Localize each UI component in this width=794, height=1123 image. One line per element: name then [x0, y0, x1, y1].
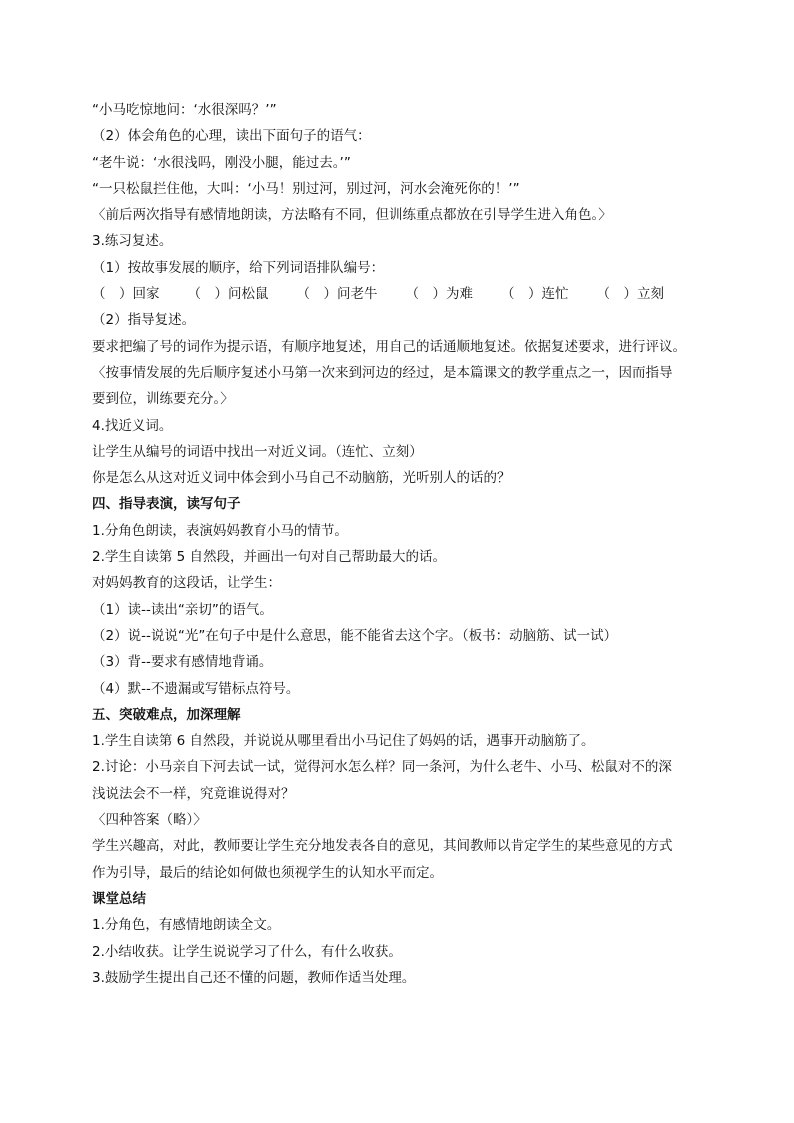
- text-line: 要求把编了号的词作为提示语，有顺序地复述，用自己的话通顺地复述。依据复述要求，进行评议。: [92, 338, 686, 355]
- section-heading-5: 五、突破难点，加深理解: [92, 706, 241, 723]
- ordering-blanks: [92, 281, 712, 307]
- text-line: 让学生从编号的词语中找出一对近义词。（连忙、立刻）: [92, 443, 423, 460]
- text-line: 4.找近义词。: [92, 417, 173, 434]
- text-line: 3.鼓励学生提出自己还不懂的问题，教师作适当处理。: [92, 969, 416, 986]
- text-line: 〈按事情发展的先后顺序复述小马第一次来到河边的经过，是本篇课文的教学重点之一，因而指导: [92, 364, 673, 381]
- blank-item-lianmang: （ ）连忙: [501, 286, 569, 303]
- text-line: “老牛说：‘水很浅吗，刚没小腿，能过去。’”: [92, 154, 351, 171]
- text-line: 2.讨论：小马亲自下河去试一试，觉得河水怎么样？同一条河，为什么老牛、小马、松鼠对不的深: [92, 759, 672, 776]
- text-line: 作为引导，最后的结论如何做也须视学生的认知水平而定。: [92, 864, 443, 881]
- text-line: （2）体会角色的心理，读出下面句子的语气：: [92, 128, 371, 145]
- document-body: [92, 97, 712, 991]
- text-line: “小马吃惊地问：‘水很深吗？’”: [92, 102, 277, 118]
- text-line: 对妈妈教育的这段话，让学生：: [92, 575, 281, 592]
- text-line: 3.练习复述。: [92, 233, 173, 250]
- text-line: （1）读--读出“亲切”的语气。: [92, 601, 273, 618]
- text-line: 1.学生自读第 6 自然段，并说说从哪里看出小马记住了妈妈的话，遇事开动脑筋了。: [92, 733, 595, 750]
- text-line: 2.学生自读第 5 自然段，并画出一句对自己帮助最大的话。: [92, 549, 447, 566]
- text-line: 〈四种答案（略）〉: [92, 812, 207, 829]
- text-line: 浅说法会不一样，究竟谁说得对？: [92, 785, 295, 802]
- text-line: 你是怎么从这对近义词中体会到小马自己不动脑筋，光听别人的话的？: [92, 470, 511, 487]
- section-heading-summary: 课堂总结: [92, 890, 146, 907]
- blank-item-wenlaoniu: （ ）问老牛: [296, 286, 378, 303]
- text-line: 1.分角色，有感情地朗读全文。: [92, 917, 281, 934]
- blank-item-like: （ ）立刻: [596, 286, 664, 303]
- blank-item-huijia: （ ）回家: [92, 286, 160, 303]
- section-heading-4: 四、指导表演，读写句子: [92, 496, 241, 513]
- blank-item-wensongshu: （ ）问松鼠: [187, 286, 269, 303]
- text-line: “一只松鼠拦住他，大叫：‘小马！别过河，别过河，河水会淹死你的！’”: [92, 180, 520, 197]
- text-line: 学生兴趣高，对此，教师要让学生充分地发表各自的意见，其间教师以肯定学生的某些意见的方式: [92, 838, 673, 855]
- text-line: （1）按故事发展的顺序，给下列词语排队编号：: [92, 259, 385, 276]
- text-line: （4）默--不遗漏或写错标点符号。: [92, 680, 300, 697]
- text-line: 2.小结收获。让学生说说学习了什么，有什么收获。: [92, 943, 402, 960]
- text-line: 1.分角色朗读，表演妈妈教育小马的情节。: [92, 522, 348, 539]
- text-line: （3）背--要求有感情地背诵。: [92, 654, 273, 671]
- text-line: （2）说--说说“光”在句子中是什么意思，能不能省去这个字。（板书：动脑筋、试一试）: [92, 627, 618, 644]
- text-line: （2）指导复述。: [92, 312, 196, 329]
- text-line: 要到位，训练要充分。〉: [92, 391, 234, 408]
- text-line: 〈前后两次指导有感情地朗读，方法略有不同，但训练重点都放在引导学生进入角色。〉: [92, 207, 612, 224]
- blank-item-weinan: （ ）为难: [405, 286, 473, 303]
